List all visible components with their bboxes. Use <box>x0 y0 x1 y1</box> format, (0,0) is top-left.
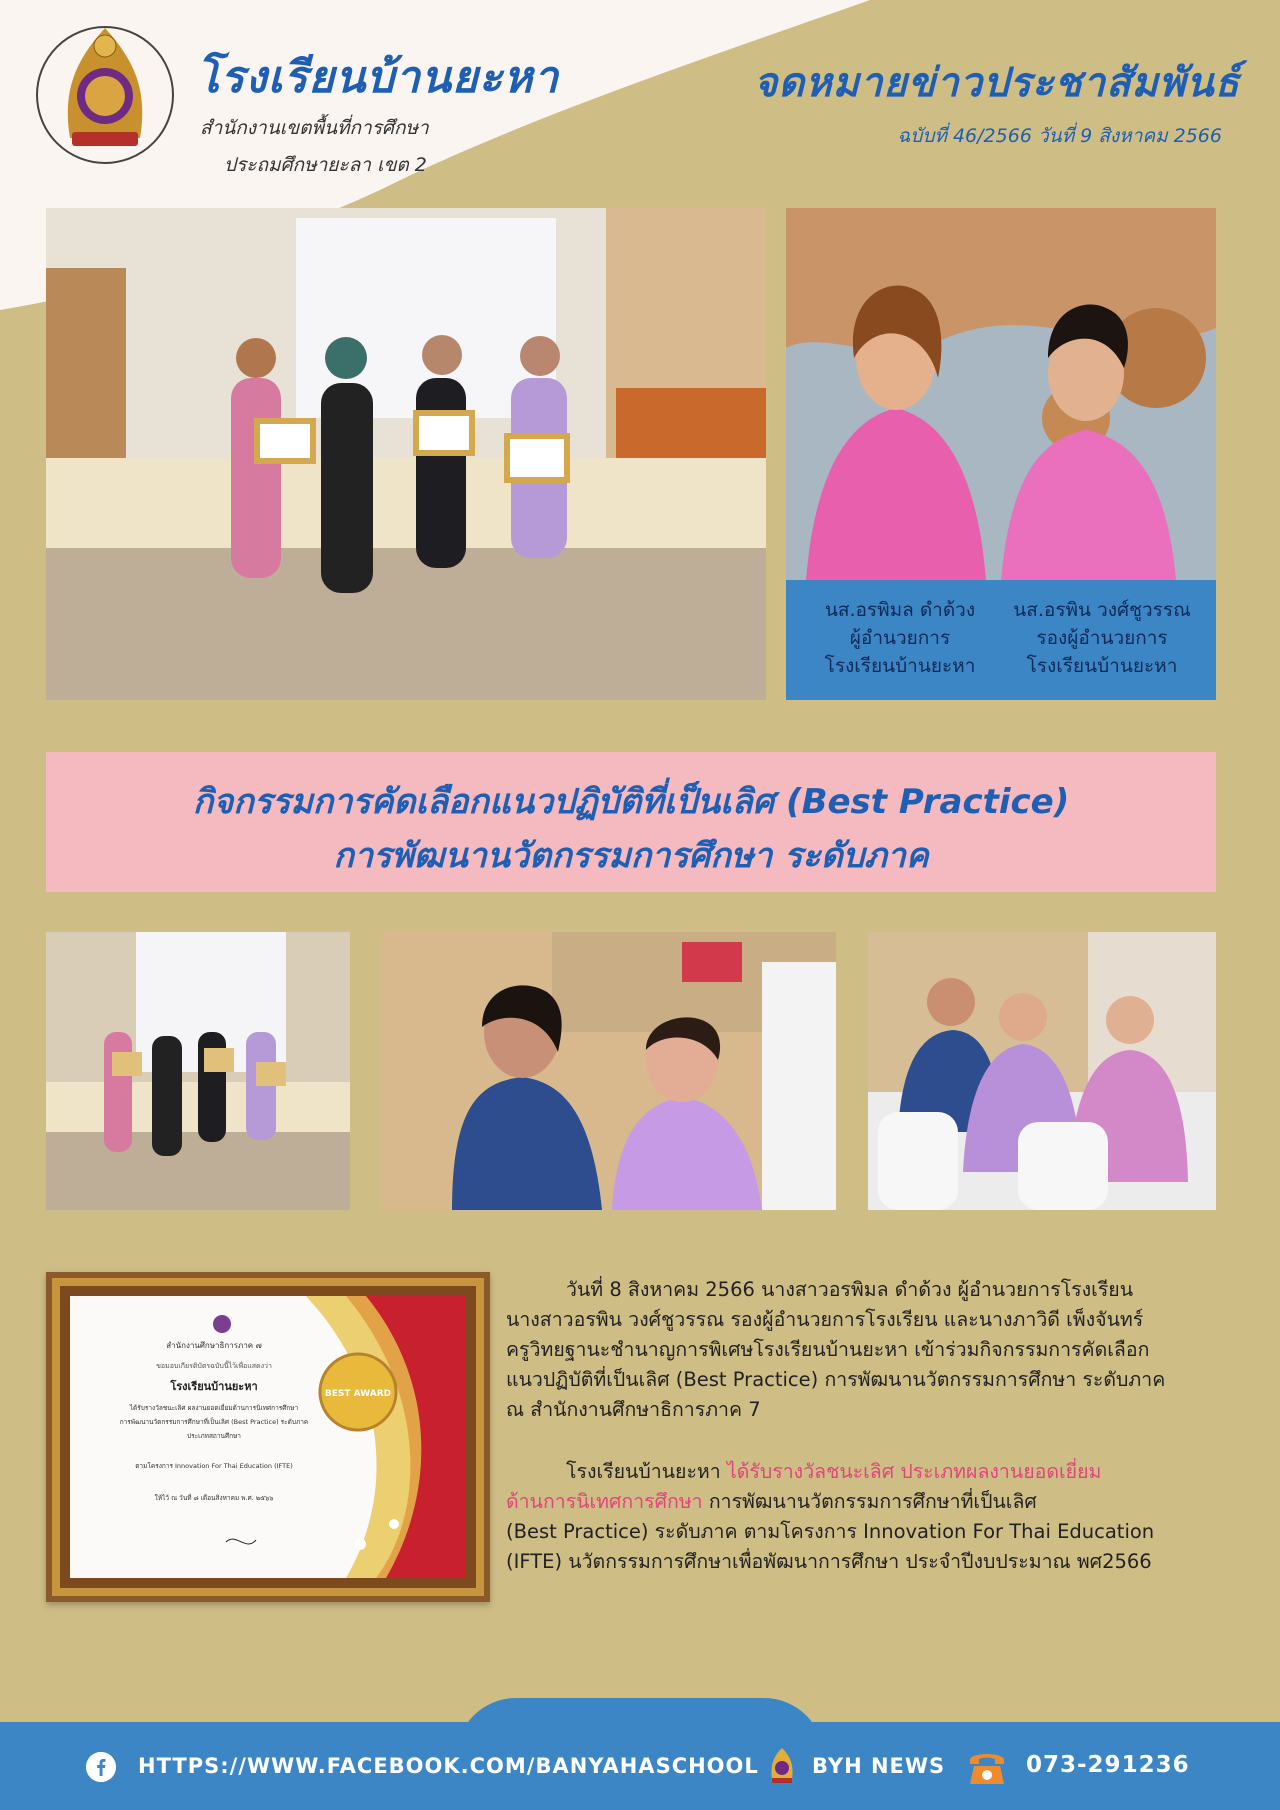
group-award-photo <box>46 208 766 700</box>
paragraph-line: ณ สำนักงานศึกษาธิการภาค 7 <box>506 1398 761 1421</box>
paragraph-text: การพัฒนานวัตกรรมการศึกษาที่เป็นเลิศ <box>702 1490 1037 1513</box>
news-label: BYH NEWS <box>812 1754 946 1778</box>
facebook-link[interactable]: HTTPS://WWW.FACEBOOK.COM/BANYAHASCHOOL <box>138 1754 759 1778</box>
banner-title-line1: กิจกรรมการคัดเลือกแนวปฏิบัติที่เป็นเลิศ (Best Practice) <box>192 782 1070 822</box>
paragraph-line <box>506 1457 1226 1487</box>
caption-line: โรงเรียนบ้านยะหา <box>824 655 976 677</box>
caption-line: รองผู้อำนวยการ <box>1036 627 1168 649</box>
caption-line: ผู้อำนวยการ <box>849 627 951 649</box>
leaders-caption <box>786 580 1216 700</box>
award-certificate <box>46 1272 490 1602</box>
telephone-icon <box>964 1744 1010 1788</box>
paragraph-line: (IFTE) นวัตกรรมการศึกษาเพื่อพัฒนาการศึกษา ประจำปีงบประมาณ พศ2566 <box>506 1550 1152 1573</box>
office-name-line2: ประถมศึกษายะลา เขต 2 <box>224 154 427 176</box>
certificate-date: ให้ไว้ ณ วันที่ ๘ เดือนสิงหาคม พ.ศ. ๒๕๖๖ <box>154 1494 274 1502</box>
teachers-trio-photo <box>868 932 1216 1210</box>
school-emblem-icon <box>764 1746 800 1786</box>
footer-bar <box>0 1722 1280 1810</box>
award-badge-text: BEST AWARD <box>324 1389 392 1399</box>
paragraph-line: วันที่ 8 สิงหาคม 2566 นางสาวอรพิมล ดำด้วง ผู้อำนวยการโรงเรียน <box>566 1278 1134 1301</box>
paragraph-line <box>506 1487 1226 1517</box>
group-photo-small <box>46 932 350 1210</box>
newsletter-title: จดหมายข่าวประชาสัมพันธ์ <box>753 60 1240 106</box>
certificate-award-line2: การพัฒนานวัตกรรมการศึกษาที่เป็นเลิศ (Best Practice) ระดับภาค <box>119 1418 309 1426</box>
certificate-intro: ขอมอบเกียรติบัตรฉบับนี้ไว้เพื่อแสดงว่า <box>156 1362 272 1370</box>
activity-banner <box>46 752 1216 892</box>
paragraph-line: ครูวิทยฐานะชำนาญการพิเศษโรงเรียนบ้านยะหา เข้าร่วมกิจกรรมการคัดเลือก <box>506 1338 1150 1361</box>
banner-title-line2: การพัฒนานวัตกรรมการศึกษา ระดับภาค <box>333 836 929 876</box>
deputy-caption <box>1002 596 1202 680</box>
facebook-icon[interactable] <box>86 1752 116 1782</box>
certificate-office: สำนักงานศึกษาธิการภาค ๗ <box>166 1341 262 1350</box>
paragraph-line: (Best Practice) ระดับภาค ตามโครงการ Innovation For Thai Education <box>506 1520 1155 1543</box>
school-emblem-icon <box>30 20 180 170</box>
certificate-recipient: โรงเรียนบ้านยะหา <box>170 1380 258 1393</box>
award-highlight: ได้รับรางวัลชนะเลิศ ประเภทผลงานยอดเยี่ยม <box>726 1460 1102 1483</box>
teachers-seated-photo <box>382 932 836 1210</box>
paragraph-line: นางสาวอรพิน วงศ์ชูวรรณ รองผู้อำนวยการโรงเรียน และนางภาวิดี เพ็งจันทร์ <box>506 1308 1144 1331</box>
caption-line: นส.อรพิน วงศ์ชูวรรณ <box>1013 599 1191 621</box>
paragraph-line: แนวปฏิบัติที่เป็นเลิศ (Best Practice) การพัฒนานวัตกรรมการศึกษา ระดับภาค <box>506 1368 1166 1391</box>
paragraph-text: โรงเรียนบ้านยะหา <box>566 1460 721 1483</box>
school-name: โรงเรียนบ้านยะหา <box>196 52 560 103</box>
issue-info: ฉบับที่ 46/2566 วันที่ 9 สิงหาคม 2566 <box>897 125 1222 147</box>
certificate-award-line1: ได้รับรางวัลชนะเลิศ ผลงานยอดเยี่ยมด้านการนิเทศการศึกษา <box>129 1404 299 1412</box>
caption-line: นส.อรพิมล ดำด้วง <box>824 599 976 621</box>
director-caption <box>800 596 1000 680</box>
news-paragraph-2 <box>506 1457 1226 1577</box>
leaders-portrait-photo <box>786 208 1216 580</box>
caption-line: โรงเรียนบ้านยะหา <box>1026 655 1178 677</box>
award-highlight: ด้านการนิเทศการศึกษา <box>506 1490 703 1513</box>
office-name-line1: สำนักงานเขตพื้นที่การศึกษา <box>200 117 429 139</box>
certificate-program: ตามโครงการ Innovation For Thai Education (IFTE) <box>135 1462 293 1470</box>
news-paragraph-1 <box>506 1275 1226 1425</box>
certificate-award-line3: ประเภทสถานศึกษา <box>187 1432 241 1440</box>
phone-number[interactable]: 073-291236 <box>1026 1752 1190 1778</box>
